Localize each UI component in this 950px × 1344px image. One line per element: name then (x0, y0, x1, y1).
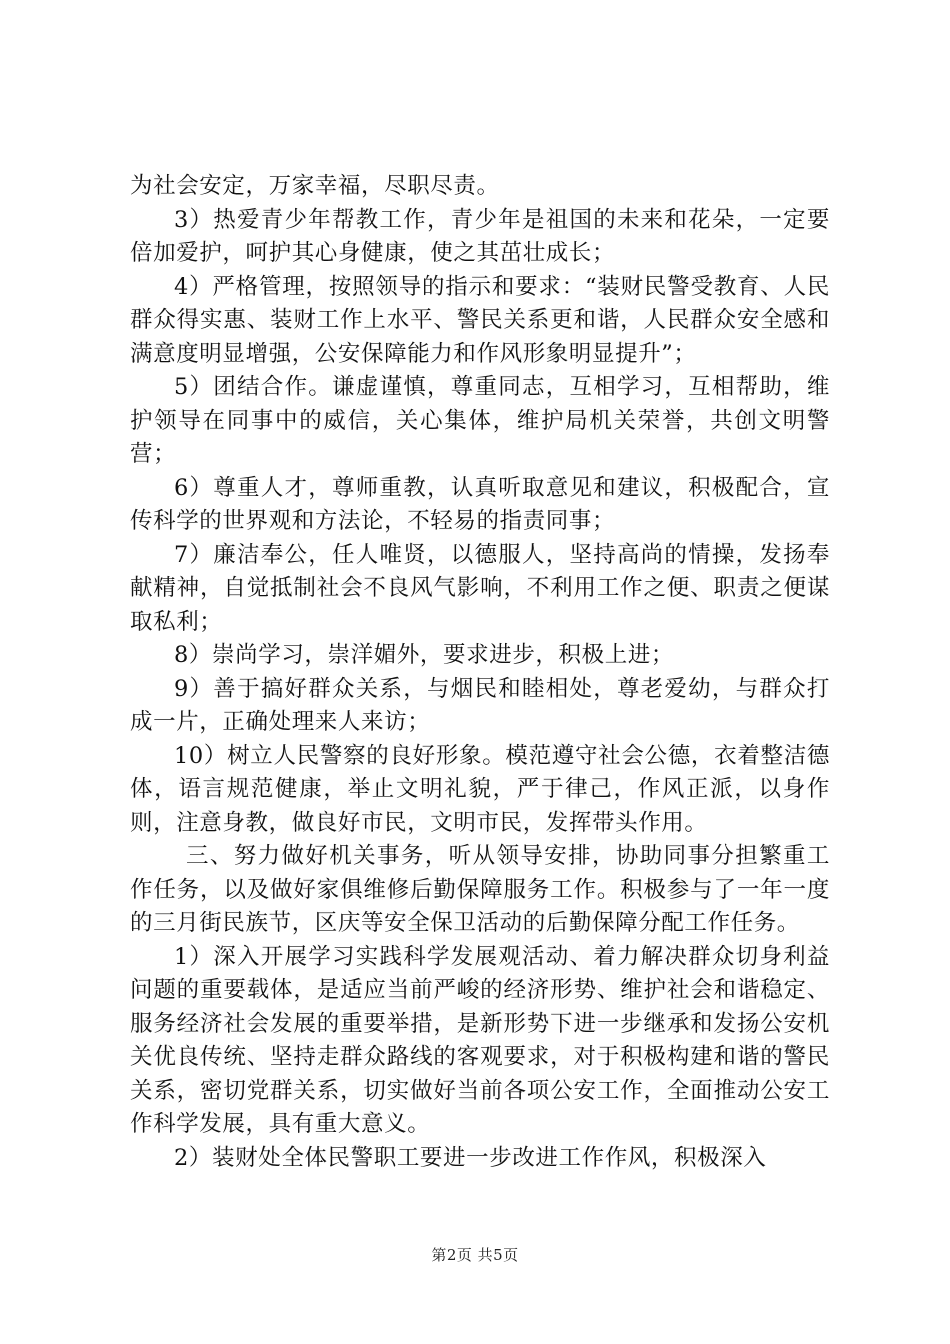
paragraph-item-10: 10）树立人民警察的良好形象。模范遵守社会公德，衣着整洁德体，语言规范健康，举止文明礼貌，严于律己，作风正派，以身作则，注意身教，做良好市民，文明市民，发挥带头作用。 (130, 742, 830, 836)
paragraph-item-6: 6）尊重人才，尊师重教，认真听取意见和建议，积极配合，宣传科学的世界观和方法论，不轻易的指责同事； (130, 474, 830, 534)
paragraph-subitem-2: 2）装财处全体民警职工要进一步改进工作作风，积极深入 (174, 1144, 767, 1171)
paragraph-item-8: 8）崇尚学习，崇洋媚外，要求进步，积极上进； (174, 642, 675, 668)
section-heading-three: 三、努力做好机关事务，听从领导安排，协助同事分担繁重工作任务，以及做好家俱维修后勤保障服务工作。积极参与了一年一度的三月街民族节，区庆等安全保卫活动的后勤保障分配工作任务。 (130, 843, 830, 936)
paragraph-item-4: 4）严格管理，按照领导的指示和要求：“装财民警受教育、人民群众得实惠、装财工作上水平、警民关系更和谐，人民群众安全感和满意度明显增强，公安保障能力和作风形象明显提升”； (130, 273, 830, 367)
page-number-footer: 第2页 共5页 (431, 1246, 519, 1264)
paragraph-item-3: 3）热爱青少年帮教工作，青少年是祖国的未来和花朵，一定要倍加爱护，呵护其心身健康，使之其茁壮成长； (130, 206, 830, 266)
paragraph-continuation: 为社会安定，万家幸福，尽职尽责。 (130, 173, 500, 199)
document-body (130, 170, 830, 1175)
paragraph-item-7: 7）廉洁奉公，任人唯贤，以德服人，坚持高尚的情操，发扬奉献精神，自觉抵制社会不良风气影响，不利用工作之便、职责之便谋取私利； (130, 541, 830, 635)
paragraph-item-9: 9）善于搞好群众关系，与烟民和睦相处，尊老爱幼，与群众打成一片，正确处理来人来访； (130, 675, 830, 735)
paragraph-subitem-1: 1）深入开展学习实践科学发展观活动、着力解决群众切身利益问题的重要载体，是适应当前严峻的经济形势、维护社会和谐稳定、服务经济社会发展的重要举措，是新形势下进一步继承和发扬公安机关优良传统、坚持走群众路线的客观要求，对于积极构建和谐的警民关系，密切党群关系，切实做好当前各项公安工作，全面推动公安工作科学发展，具有重大意义。 (130, 943, 830, 1137)
paragraph-item-5: 5）团结合作。谦虚谨慎，尊重同志，互相学习，互相帮助，维护领导在同事中的威信，关心集体，维护局机关荣誉，共创文明警营； (130, 374, 830, 467)
